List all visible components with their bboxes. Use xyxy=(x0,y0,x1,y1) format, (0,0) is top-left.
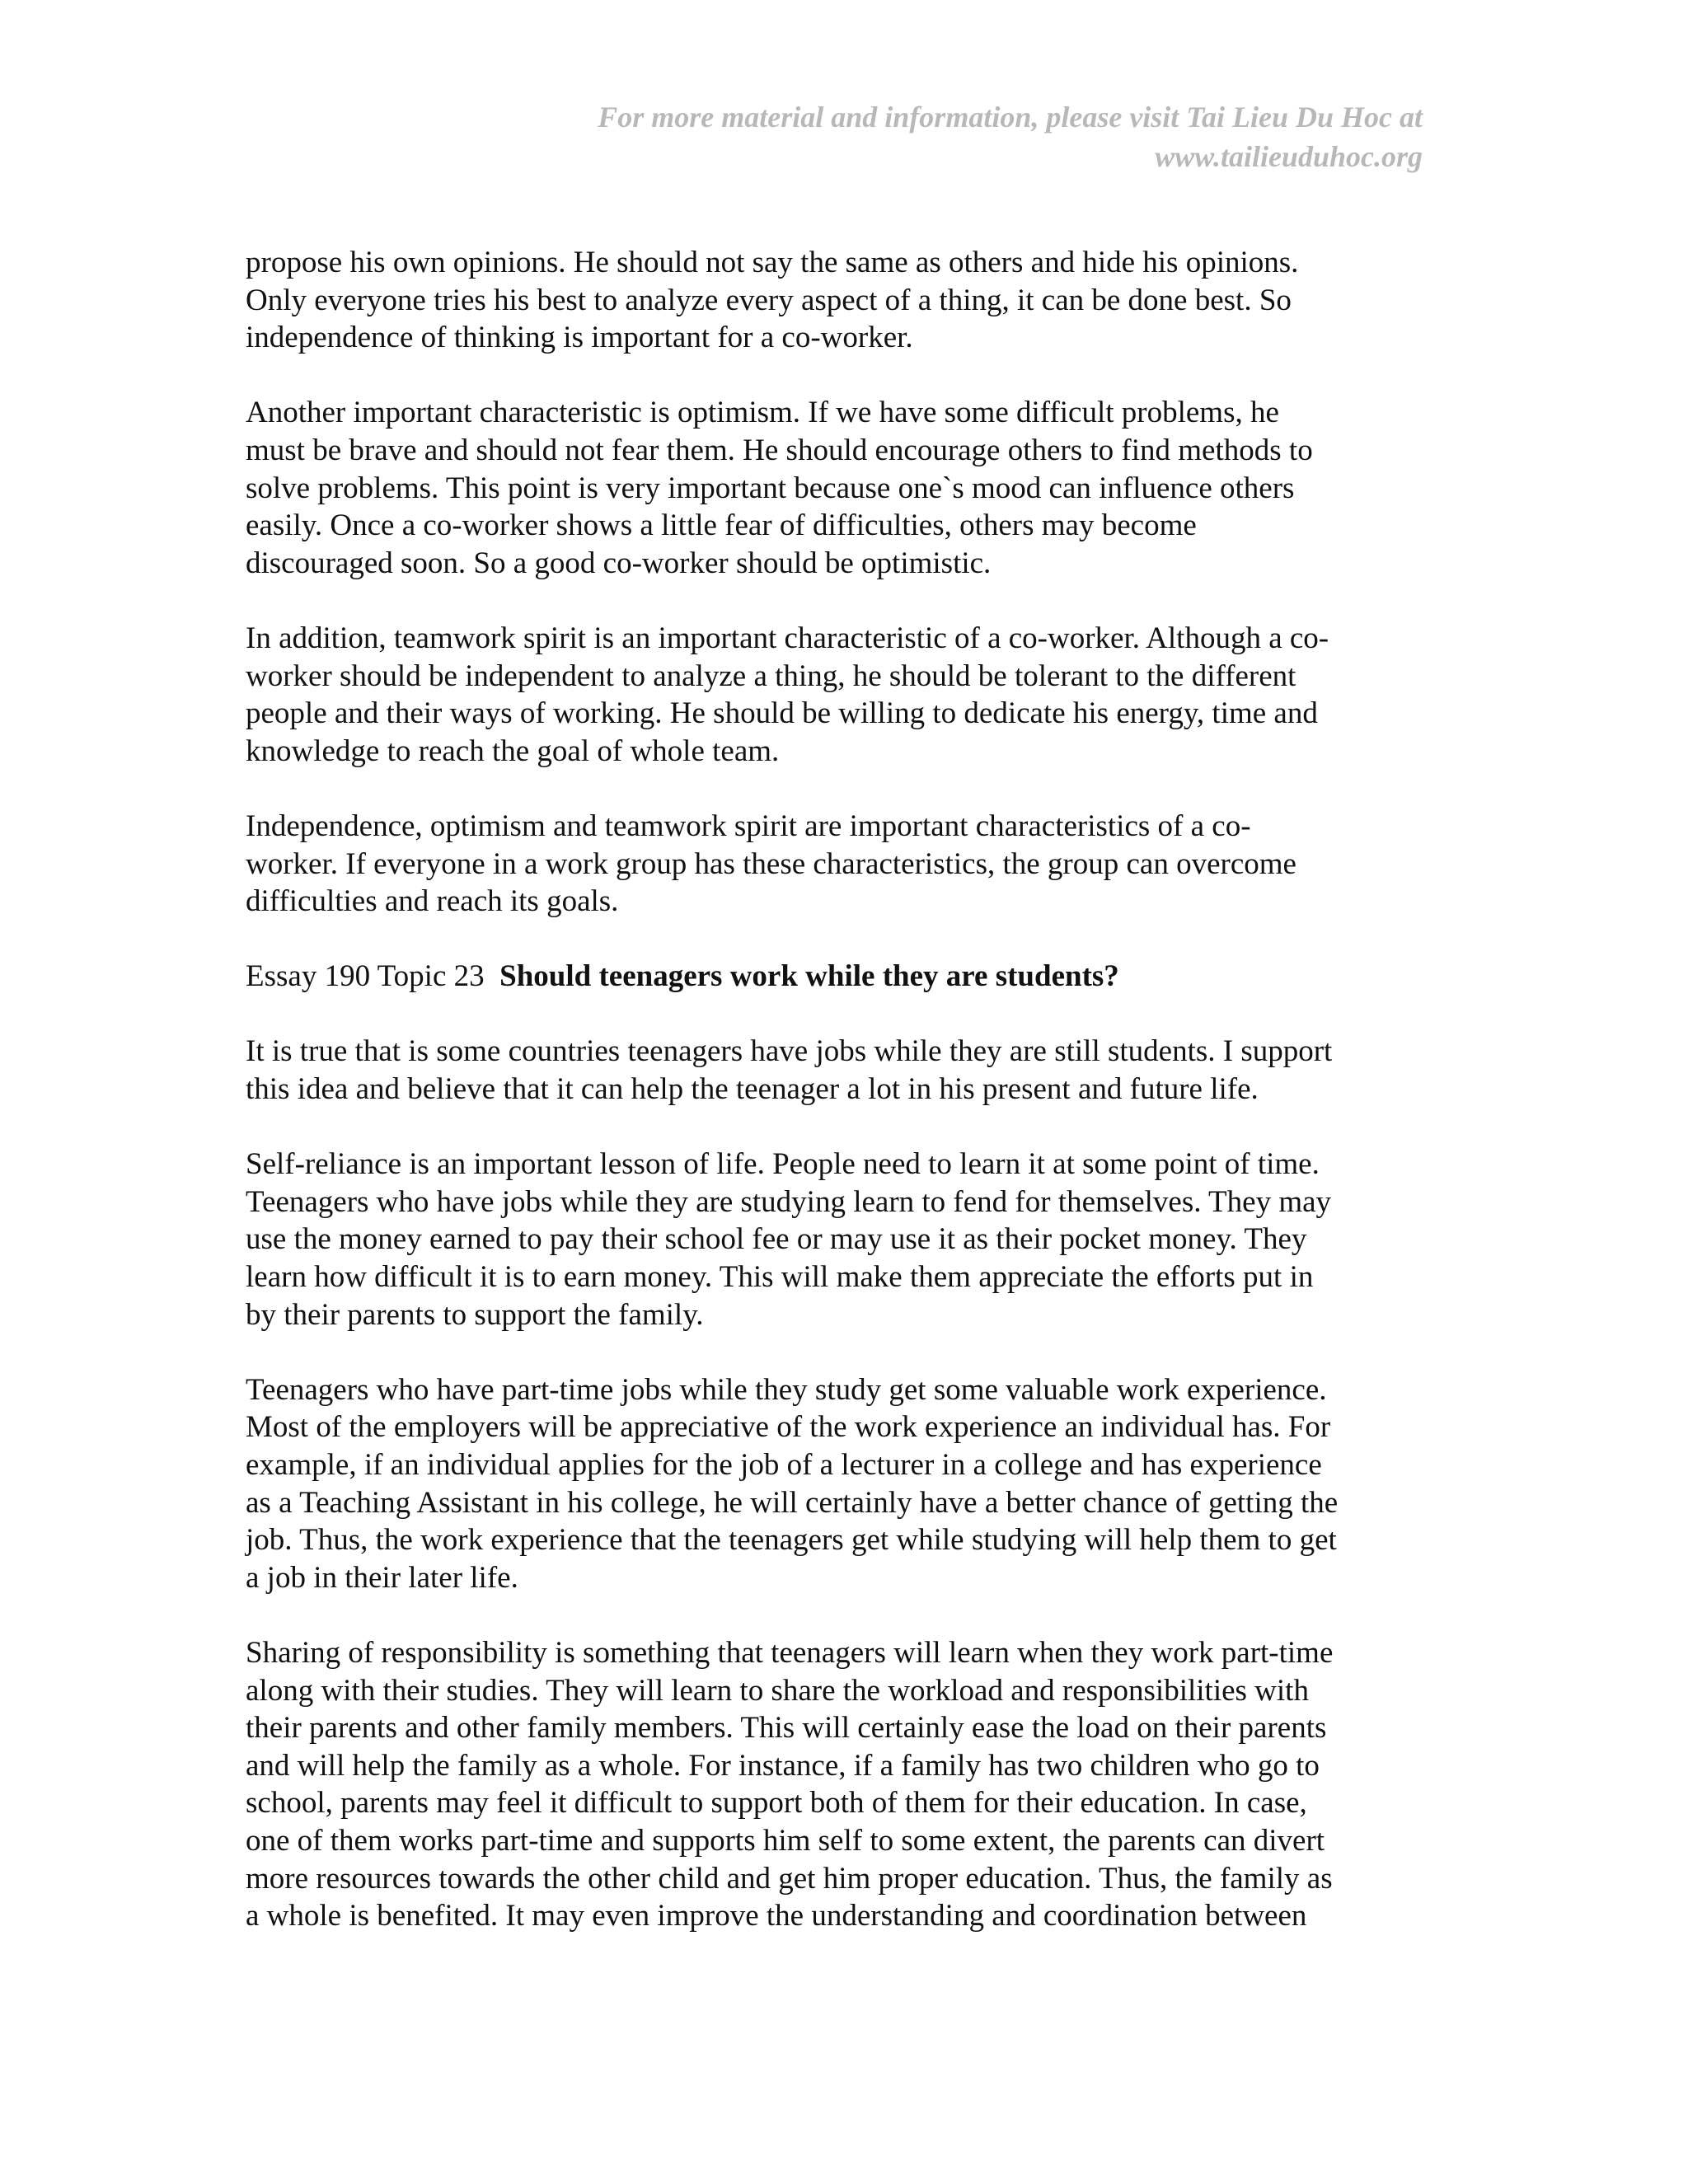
text-line: job. Thus, the work experience that the teenagers get while studying will help them to get xyxy=(246,1523,1337,1558)
text-line: their parents and other family members. This will certainly ease the load on their parents xyxy=(246,1711,1327,1746)
text-line: people and their ways of working. He should be willing to dedicate his energy, time and xyxy=(246,696,1318,731)
text-line: as a Teaching Assistant in his college, he will certainly have a better chance of getting the xyxy=(246,1485,1339,1520)
text-line: a whole is benefited. It may even improve the understanding and coordination between xyxy=(246,1899,1307,1933)
text-line: Only everyone tries his best to analyze every aspect of a thing, it can be done best. So xyxy=(246,283,1292,317)
text-line: It is true that is some countries teenagers have jobs while they are still students. I support xyxy=(246,1034,1333,1069)
text-line: school, parents may feel it difficult to support both of them for their education. In case, xyxy=(246,1786,1307,1821)
text-line: must be brave and should not fear them. He should encourage others to find methods to xyxy=(246,433,1313,467)
text-line: one of them works part-time and supports him self to some extent, the parents can divert xyxy=(246,1823,1325,1858)
text-line: Independence, optimism and teamwork spirit are important characteristics of a co- xyxy=(246,808,1251,843)
page-header xyxy=(351,97,1423,176)
paragraph-optimism xyxy=(246,394,1432,582)
document-body xyxy=(246,244,1432,1972)
essay-number: Essay 190 Topic 23 xyxy=(246,959,500,994)
text-line: worker. If everyone in a work group has these characteristics, the group can overcome xyxy=(246,846,1296,881)
text-line: solve problems. This point is very important because one`s mood can influence others xyxy=(246,471,1295,505)
text-line: a job in their later life. xyxy=(246,1560,518,1595)
text-line: this idea and believe that it can help the teenager a lot in his present and future life. xyxy=(246,1072,1259,1107)
header-website-link: www.tailieuduhoc.org xyxy=(1155,140,1423,173)
text-line: Teenagers who have part-time jobs while they study get some valuable work experience. xyxy=(246,1372,1327,1407)
text-line: propose his own opinions. He should not say the same as others and hide his opinions. xyxy=(246,246,1299,279)
header-line-1: For more material and information, please visit Tai Lieu Du Hoc at xyxy=(598,101,1423,134)
text-line: learn how difficult it is to earn money. This will make them appreciate the efforts put in xyxy=(246,1260,1314,1295)
paragraph-conclusion xyxy=(246,808,1432,921)
text-line: Another important characteristic is optimism. If we have some difficult problems, he xyxy=(246,396,1279,430)
text-line: In addition, teamwork spirit is an important characteristic of a co-worker. Although a co- xyxy=(246,621,1329,655)
text-line: Self-reliance is an important lesson of life. People need to learn it at some point of time. xyxy=(246,1147,1320,1182)
text-line: easily. Once a co-worker shows a little fear of difficulties, others may become xyxy=(246,509,1197,543)
text-line: difficulties and reach its goals. xyxy=(246,884,619,919)
text-line: worker should be independent to analyze a thing, he should be tolerant to the different xyxy=(246,658,1296,693)
text-line: Sharing of responsibility is something that teenagers will learn when they work part-time xyxy=(246,1635,1334,1670)
text-line: discouraged soon. So a good co-worker should be optimistic. xyxy=(246,546,992,580)
text-line: Teenagers who have jobs while they are studying learn to fend for themselves. They may xyxy=(246,1184,1332,1219)
paragraph-teamwork xyxy=(246,620,1432,770)
essay-title: Should teenagers work while they are students? xyxy=(499,959,1119,994)
text-line: use the money earned to pay their school fee or may use it as their pocket money. They xyxy=(246,1222,1307,1257)
paragraph-work-experience xyxy=(246,1371,1432,1597)
text-line: independence of thinking is important for a co-worker. xyxy=(246,321,913,355)
text-line: knowledge to reach the goal of whole team. xyxy=(246,733,780,768)
text-line: by their parents to support the family. xyxy=(246,1297,704,1332)
text-line: example, if an individual applies for the job of a lecturer in a college and has experience xyxy=(246,1448,1322,1482)
text-line: and will help the family as a whole. For instance, if a family has two children who go to xyxy=(246,1748,1320,1783)
text-line: more resources towards the other child and get him proper education. Thus, the family as xyxy=(246,1861,1333,1896)
essay-heading xyxy=(246,958,1432,996)
text-line: Most of the employers will be appreciative of the work experience an individual has. For xyxy=(246,1410,1331,1445)
paragraph-intro xyxy=(246,1033,1432,1108)
paragraph-responsibility xyxy=(246,1634,1432,1935)
paragraph-self-reliance xyxy=(246,1146,1432,1333)
text-line: along with their studies. They will learn to share the workload and responsibilities with xyxy=(246,1673,1309,1708)
paragraph-independence xyxy=(246,244,1432,357)
essay-heading-line xyxy=(246,958,1432,996)
